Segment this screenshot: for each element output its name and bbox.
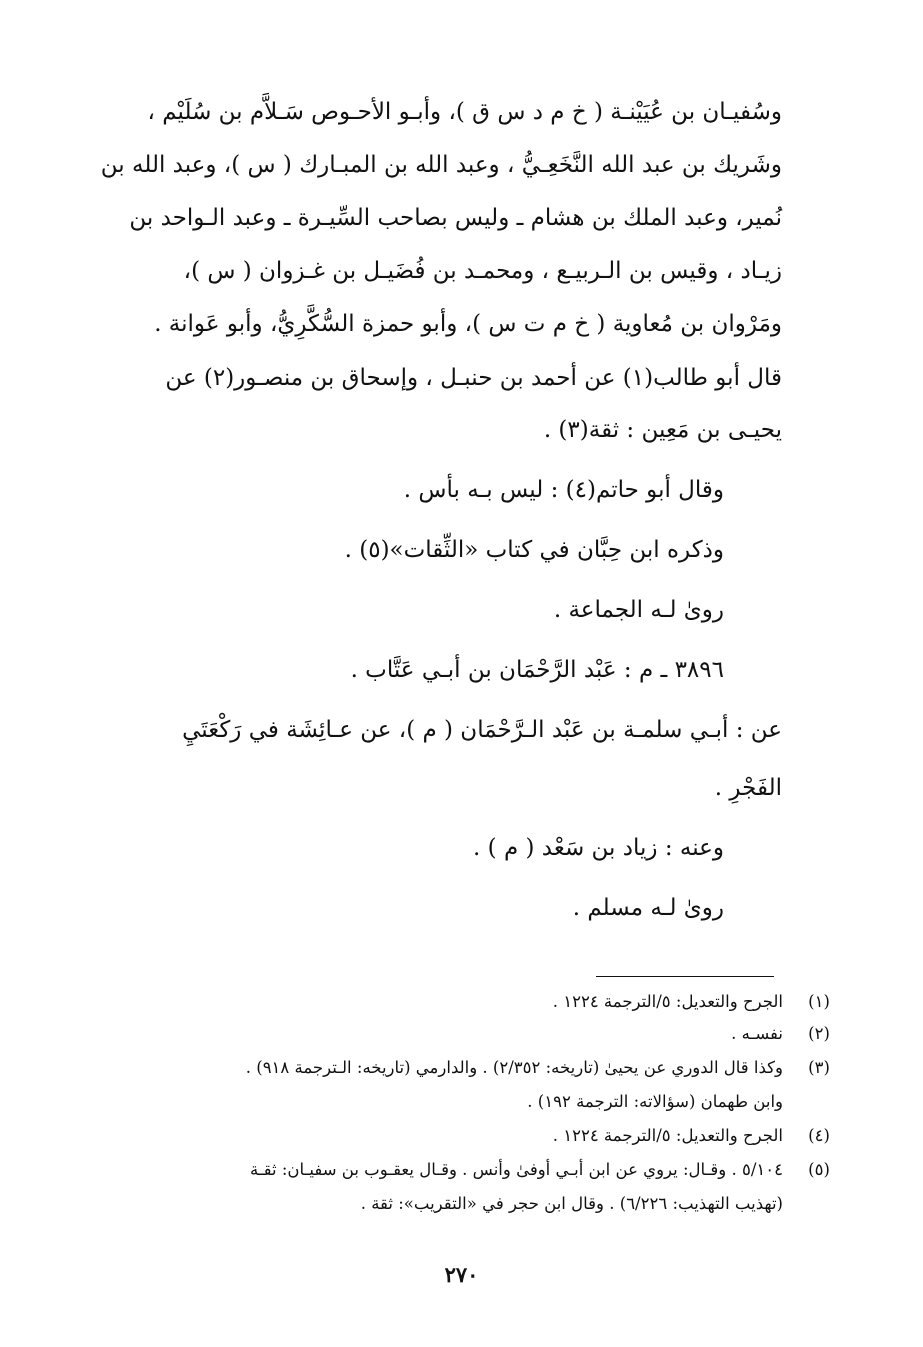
text-line: يحيـى بن مَعِين : ثقة(٣) . [543,417,782,443]
footnote-number: (٤) [808,1126,830,1145]
text-line: وعنه : زياد بن سَعْد ( م ) . [473,835,724,861]
footnote-number: (٥) [808,1160,830,1179]
footnote [68,1054,830,1082]
text-line: وذكره ابن حِبَّان في كتاب «الثِّقات»(٥) . [344,537,724,563]
footnote-text: الجرح والتعديل: ٥/الترجمة ١٢٢٤ . [552,992,783,1011]
text-line: زيـاد ، وقيس بن الـربيـع ، ومحمـد بن فُضَيـل بن غـزوان ( س )، [183,258,782,284]
footnote-continuation [68,1190,783,1218]
page-number: ٢٧٠ [444,1262,479,1287]
footnote [68,1020,830,1048]
text-line: قال أبو طالب(١) عن أحمد بن حنبـل ، وإسحاق بن منصـور(٢) عن [165,365,782,391]
text-line: روىٰ لـه الجماعة . [553,597,724,623]
text-line: عن : أبـي سلمـة بن عَبْد الـرَّحْمَان ( م )، عن عـائِشَة في رَكْعَتَيِ [182,717,782,743]
footnote [68,988,830,1016]
text-line: ومَرْوان بن مُعاوية ( خ م ت س )، وأبو حمزة السُّكَّرِيُّ، وأبو عَوانة . [154,311,782,337]
footnote-text: نفسـه . [731,1024,783,1043]
footnote-divider [596,976,774,977]
text-line: روىٰ لـه مسلم . [572,895,724,921]
footnote-number: (٢) [808,1024,830,1043]
footnote-number: (١) [808,992,830,1011]
text-line: وقال أبو حاتم(٤) : ليس بـه بأس . [403,477,724,503]
footnote-text: الجرح والتعديل: ٥/الترجمة ١٢٢٤ . [552,1126,783,1145]
footnote-text: (تهذيب التهذيب: ٦/٢٢٦) . وقال ابن حجر في «التقريب»: ثقة . [360,1194,783,1213]
text-line: الفَجْرِ . [714,775,782,801]
footnote-text: وابن طهمان (سؤالاته: الترجمة ١٩٢) . [527,1092,783,1111]
footnote-continuation [68,1088,783,1116]
footnote [68,1156,830,1184]
footnote-text: ٥/١٠٤ . وقـال: يروي عن ابن أبـي أوفىٰ وأنس . وقـال يعقـوب بن سفيـان: ثقـة [249,1160,783,1179]
footnote [68,1122,830,1150]
footnote-number: (٣) [808,1058,830,1077]
text-line: نُمير، وعبد الملك بن هشام ـ وليس بصاحب السِّيـرة ـ وعبد الـواحد بن [129,205,782,231]
entry-heading: ٣٨٩٦ ـ م : عَبْد الرَّحْمَان بن أبـي عَتَّاب . [350,657,724,683]
text-line: وسُفيـان بن عُيَيْنـة ( خ م د س ق )، وأبـو الأحـوص سَـلاَّم بن سُلَيْم ، [147,99,782,125]
footnote-text: وكذا قال الدوري عن يحيىٰ (تاريخه: ٢/٣٥٢) . والدارمي (تاريخه: الـترجمة ٩١٨) . [245,1058,783,1077]
text-line: وشَريك بن عبد الله النَّخَعِـيُّ ، وعبد الله بن المبـارك ( س )، وعبد الله بن [100,152,782,178]
